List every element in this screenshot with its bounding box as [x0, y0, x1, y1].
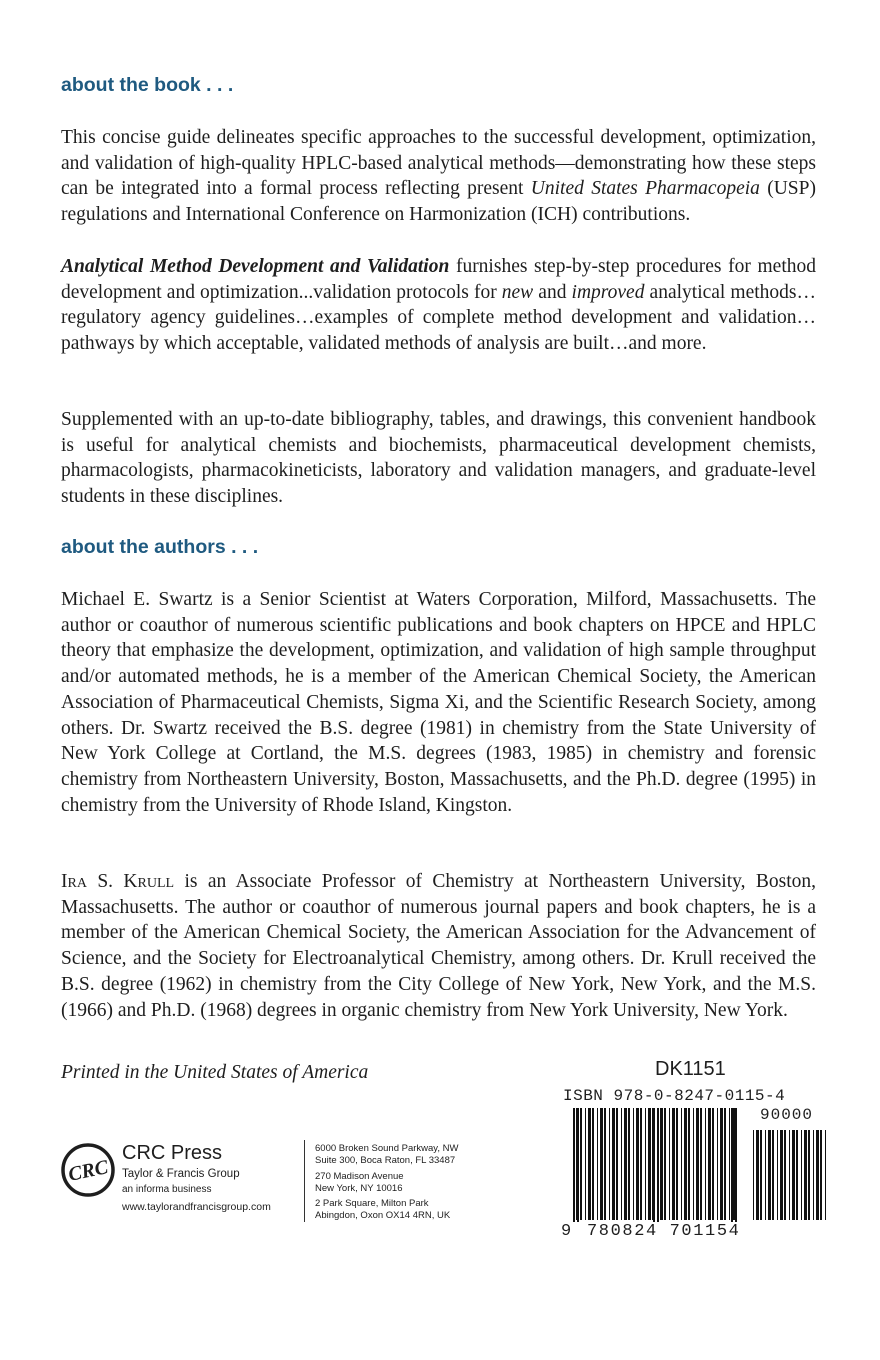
- barcode-bar: [808, 1130, 810, 1220]
- barcode-bar: [712, 1108, 714, 1220]
- barcode-bar: [780, 1130, 783, 1220]
- barcode-bar: [621, 1108, 622, 1220]
- barcode-bar: [724, 1108, 726, 1220]
- barcode-bar: [772, 1130, 774, 1220]
- barcode-bar: [801, 1130, 802, 1220]
- barcode-bar: [684, 1108, 687, 1220]
- author-name: Ira S. Krull: [61, 871, 175, 892]
- book-title: Analytical Method Development and Validation: [61, 256, 450, 277]
- barcode-bar: [624, 1108, 627, 1220]
- barcode-guard-bar: [735, 1108, 737, 1222]
- barcode-bar: [789, 1130, 790, 1220]
- barcode-bar: [693, 1108, 694, 1220]
- barcode-bar: [609, 1108, 610, 1220]
- barcode-bar: [717, 1108, 718, 1220]
- barcode-bar: [796, 1130, 798, 1220]
- ean-digits: 780824 701154: [587, 1222, 741, 1241]
- address-new-york: 270 Madison Avenue New York, NY 10016: [315, 1171, 404, 1194]
- printed-in-note: Printed in the United States of America: [61, 1062, 369, 1083]
- barcode-bar: [640, 1108, 642, 1220]
- about-book-paragraph-1: This concise guide delineates specific approaches to the successful development, optimization, and validation of high-quality HPLC-based analytical methods—demonstrating how these steps can be integrated into a formal process reflecting present United States Pharmacopeia (USP) regulations and International Conference on Harmonization (ICH) contributions.: [61, 127, 816, 226]
- about-authors-heading: about the authors . . .: [61, 536, 259, 558]
- barcode-bar: [604, 1108, 606, 1220]
- barcode-bar: [753, 1130, 754, 1220]
- barcode-guard-bar: [573, 1108, 575, 1222]
- barcode-bar: [681, 1108, 682, 1220]
- barcode-bar: [669, 1108, 670, 1220]
- barcode-bar: [664, 1108, 666, 1220]
- barcode-bar: [700, 1108, 702, 1220]
- barcode-bar: [648, 1108, 651, 1220]
- barcode-bar: [580, 1108, 582, 1220]
- address-abingdon: 2 Park Square, Milton Park Abingdon, Oxon OX14 4RN, UK: [315, 1198, 451, 1221]
- isbn-text: ISBN 978-0-8247-0115-4: [563, 1087, 786, 1105]
- barcode-bar: [672, 1108, 675, 1220]
- about-book-paragraph-2: Analytical Method Development and Validation furnishes step-by-step procedures for method development and optimization...validation protocols for new and improved analytical methods…regulatory agency guidelines…examples of complete method development and validation…pathways by which acceptable, validated methods of analysis are built…and more.: [61, 256, 817, 355]
- barcode-bar: [645, 1108, 646, 1220]
- barcode-bar: [585, 1108, 586, 1220]
- barcode-bar: [616, 1108, 618, 1220]
- barcode-bar: [688, 1108, 690, 1220]
- price-code: 90000: [760, 1106, 814, 1124]
- barcode-bar: [784, 1130, 786, 1220]
- barcode-bar: [660, 1108, 663, 1220]
- barcode-bar: [777, 1130, 778, 1220]
- barcode-bar: [628, 1108, 630, 1220]
- barcode-guard-bar: [653, 1108, 655, 1222]
- crc-logo-icon: [60, 1142, 116, 1198]
- barcode-bar: [768, 1130, 771, 1220]
- swartz-bio: Michael E. Swartz is a Senior Scientist at Waters Corporation, Milford, Massachusetts. The author or coauthor of numerous scientific publications and book chapters on HPCE and HPLC theory that emphasize the development, optimization, and validation of high sample throughput and/or automated methods, he is a member of the American Chemical Society, the American Association of Pharmaceutical Chemists, Sigma Xi, and the Scientific Research Society, among others. Dr. Swartz received the B.S. degree (1981) in chemistry from the State University of New York College at Cortland, the M.S. degrees (1983, 1985) in chemistry and forensic chemistry from Northeastern University, Boston, Massachusetts, and the Ph.D. degree (1995) in chemistry from the University of Rhode Island, Kingston.: [61, 589, 816, 816]
- barcode-bar: [600, 1108, 603, 1220]
- barcode-bar: [813, 1130, 814, 1220]
- barcode-bar: [720, 1108, 723, 1220]
- barcode-guard-bar: [657, 1108, 659, 1222]
- barcode-bar: [696, 1108, 699, 1220]
- barcode-bar: [792, 1130, 795, 1220]
- krull-bio: Ira S. Krull is an Associate Professor of Chemistry at Northeastern University, Boston, Massachusetts. The author or coauthor of numerous journal papers and book chapters, he is a member of the American Chemical Society, the American Association for the Advancement of Science, and the Society for Electroanalytical Chemistry, among others. Dr. Krull received the B.S. degree (1962) in chemistry from the City College of New York, New York, and the M.S. (1966) and Ph.D. (1968) degrees in organic chemistry from New York University, New York.: [61, 871, 816, 1021]
- barcode-bar: [760, 1130, 762, 1220]
- barcode-bar: [633, 1108, 634, 1220]
- publisher-business: an informa business: [122, 1184, 212, 1195]
- barcode-bar: [705, 1108, 706, 1220]
- barcode-bar: [708, 1108, 711, 1220]
- barcode-bar: [636, 1108, 639, 1220]
- publisher-group: Taylor & Francis Group: [122, 1168, 240, 1180]
- catalog-code: DK1151: [655, 1058, 726, 1080]
- barcode-bar: [820, 1130, 822, 1220]
- barcode-bar: [729, 1108, 730, 1220]
- divider: [304, 1140, 305, 1222]
- ean-first-digit: 9: [561, 1222, 572, 1241]
- logo-text: CRC: [66, 1156, 111, 1186]
- barcode-guard-bar: [577, 1108, 579, 1222]
- barcode-bar: [676, 1108, 678, 1220]
- barcode-guard-bar: [731, 1108, 733, 1222]
- barcode-bar: [804, 1130, 807, 1220]
- publisher-url: www.taylorandfrancisgroup.com: [122, 1201, 271, 1213]
- about-book-paragraph-3: Supplemented with an up-to-date bibliography, tables, and drawings, this convenient handbook is useful for analytical chemists and biochemists, pharmaceutical development chemists, pharmacologists, pharmacokineticists, laboratory and validation managers, and graduate-level students in these disciplines.: [61, 409, 816, 508]
- barcode-bar: [588, 1108, 591, 1220]
- publisher-name: CRC Press: [122, 1142, 223, 1164]
- barcode-bar: [825, 1130, 826, 1220]
- barcode-bar: [592, 1108, 594, 1220]
- barcode-bar: [765, 1130, 766, 1220]
- barcode-bar: [816, 1130, 819, 1220]
- barcode-icon: [563, 1108, 833, 1223]
- barcode-bar: [612, 1108, 615, 1220]
- address-boca-raton: 6000 Broken Sound Parkway, NW Suite 300, Boca Raton, FL 33487: [315, 1143, 459, 1166]
- about-book-heading: about the book . . .: [61, 74, 234, 96]
- barcode-bar: [597, 1108, 598, 1220]
- barcode-bar: [756, 1130, 759, 1220]
